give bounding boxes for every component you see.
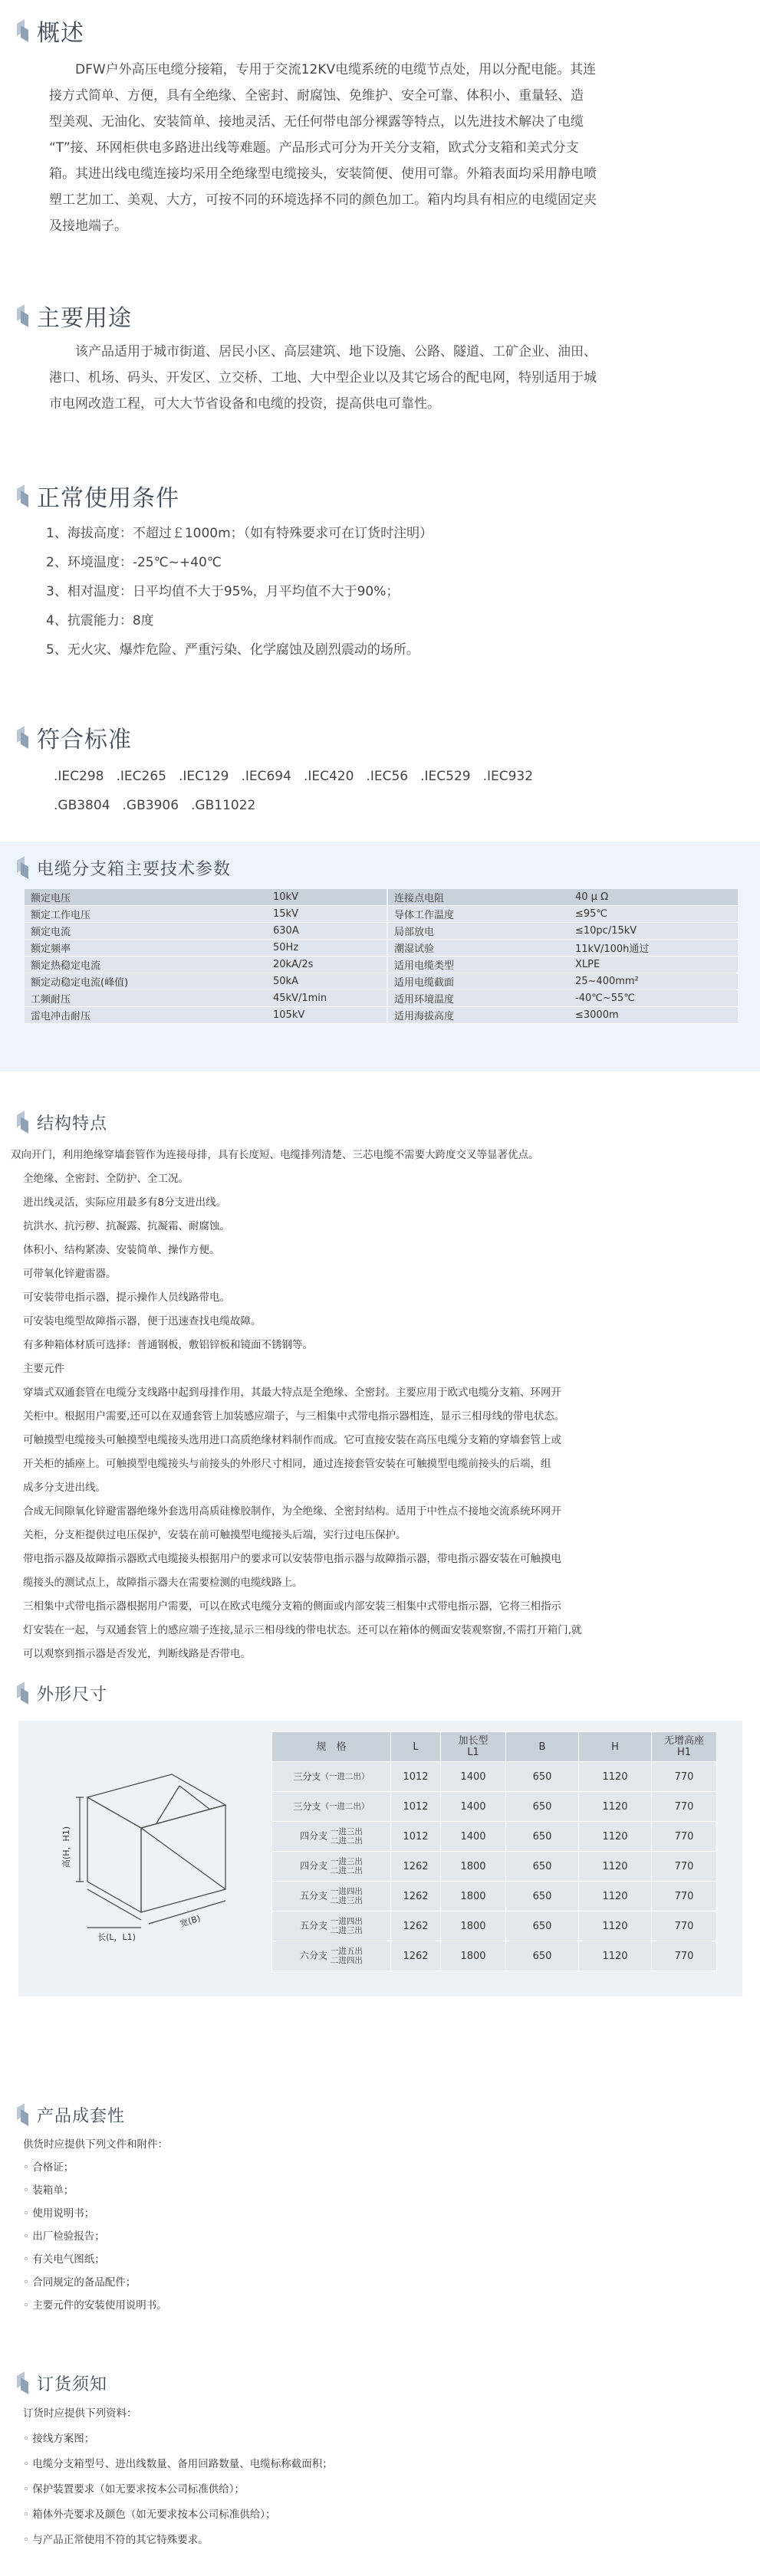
table-row: 四分支 一进三出 二进二出 1012 1400 650 1120 770 (272, 1822, 717, 1852)
table-row: 工频耐压 45kV/1min 适用环境温度 -40℃~55℃ (25, 990, 738, 1007)
condition-item: 4、抗震能力：8度 (46, 613, 154, 628)
list-item: ◦ 装箱单； (23, 2179, 752, 2202)
usage-section (0, 291, 760, 460)
standard-item: .IEC298 (54, 769, 104, 784)
standard-item: .IEC129 (178, 769, 229, 784)
ordering-list: 订货时应提供下列资料： ◦ 接线方案图； ◦ 电缆分支箱型号、进出线数量、备用回路数量、电缆标称截面积； ◦ 保护装置要求（如无要求按本公司标准供给）； ◦ 箱体外壳要求及颜色（如无要求按本公司标准供给）； ◦ 与产品正常使用不符的其它特殊要求。 (23, 2401, 752, 2553)
conditions-list (46, 519, 721, 665)
tech-table (25, 889, 738, 1024)
section-marker-icon (17, 727, 29, 748)
standards-header (17, 722, 132, 753)
dimensions-title: 外形尺寸 (37, 1685, 108, 1705)
list-item: ◦ 合格证； (23, 2156, 752, 2179)
length-label: 长(L，L1) (97, 1932, 136, 1942)
table-header-row: 规 格 L 加长型 L1 B H 无增高座 H1 (272, 1732, 717, 1762)
table-row: 六分支 一进五出 二进四出 1262 1800 650 1120 770 (272, 1941, 717, 1971)
completeness-header (17, 2099, 125, 2130)
ordering-header (17, 2368, 107, 2398)
completeness-list: 供货时应提供下列文件和附件： ◦ 合格证； ◦ 装箱单； ◦ 使用说明书； ◦ 出厂检验报告； ◦ 有关电气图纸； ◦ 合同规定的备品配件； ◦ 主要元件的安装使用说明书。 (23, 2133, 752, 2317)
conditions-header (17, 481, 179, 511)
table-row: 额定热稳定电流 20kA/2s 适用电缆类型 XLPE (25, 957, 738, 973)
standard-item: .GB11022 (191, 798, 256, 813)
condition-item: 3、相对温度：日平均值不大于95%，月平均值不大于90%； (46, 584, 400, 599)
standards-list (54, 762, 591, 820)
section-marker-icon (17, 857, 29, 878)
overview-section (0, 0, 760, 253)
standard-item: .GB3906 (122, 798, 179, 813)
table-row: 三分支（一进二出） 1012 1400 650 1120 770 (272, 1792, 717, 1822)
list-item: ◦ 电缆分支箱型号、进出线数量、备用回路数量、电缆标称截面积； (23, 2452, 752, 2477)
section-marker-icon (17, 2104, 29, 2125)
structure-header (17, 1107, 107, 1137)
table-row: 额定工作电压 15kV 导体工作温度 ≤95℃ (25, 906, 738, 923)
list-item: ◦ 主要元件的安装使用说明书。 (23, 2294, 752, 2317)
ordering-section (0, 2364, 760, 2576)
usage-header (17, 300, 132, 331)
list-item: ◦ 有关电气图纸； (23, 2248, 752, 2271)
section-marker-icon (17, 2372, 29, 2394)
usage-text: 该产品适用于城市街道、居民小区、高层建筑、地下设施、公路、隧道、工矿企业、油田、 港口、机场、码头、开发区、立交桥、工地、大中型企业以及其它场合的配电网，特别适用于城 市电网改造工程，可大大节省设备和电缆的投资，提高供电可靠性。 (49, 344, 597, 412)
standard-item: .IEC56 (366, 769, 409, 784)
dimensions-table (271, 1731, 717, 1971)
dimensions-section (0, 1667, 760, 2012)
list-item: ◦ 箱体外壳要求及颜色（如无要求按本公司标准供给）； (23, 2502, 752, 2528)
standards-section (0, 713, 760, 843)
list-item: ◦ 合同规定的备品配件； (23, 2271, 752, 2294)
condition-item: 5、无火灾、爆炸危险、严重污染、化学腐蚀及剧烈震动的场所。 (46, 642, 419, 658)
completeness-section (0, 2096, 760, 2326)
table-row: 额定频率 50Hz 潮湿试验 11kV/100h通过 (25, 940, 738, 957)
standard-item: .IEC265 (116, 769, 166, 784)
overview-header (17, 15, 84, 46)
conditions-title: 正常使用条件 (37, 485, 179, 512)
section-marker-icon (17, 20, 29, 41)
standard-item: .IEC420 (303, 769, 354, 784)
section-marker-icon (17, 1111, 29, 1133)
section-marker-icon (17, 305, 29, 327)
list-item: ◦ 使用说明书； (23, 2202, 752, 2225)
table-row: 四分支 一进三出 二进二出 1262 1800 650 1120 770 (272, 1852, 717, 1882)
completeness-title: 产品成套性 (37, 2106, 126, 2126)
structure-title: 结构特点 (37, 1114, 108, 1134)
dimensions-header (17, 1678, 107, 1708)
width-label: 宽(B) (179, 1913, 202, 1929)
table-row: 雷电冲击耐压 105kV 适用海拔高度 ≤3000m (25, 1007, 738, 1024)
dimensions-panel (18, 1721, 742, 1997)
section-marker-icon (17, 485, 29, 507)
cabinet-outline-diagram (34, 1751, 264, 1981)
list-item: ◦ 接线方案图； (23, 2427, 752, 2452)
standard-item: .IEC529 (420, 769, 471, 784)
standard-item: .IEC932 (482, 769, 534, 784)
section-marker-icon (17, 1682, 29, 1704)
table-row: 额定动稳定电流(峰值) 50kA 适用电缆截面 25~400mm² (25, 973, 738, 990)
tech-section (0, 842, 760, 1071)
table-row: 额定电流 630A 局部放电 ≤10pc/15kV (25, 923, 738, 940)
condition-item: 2、环境温度：-25℃~+40℃ (46, 555, 222, 570)
structure-list: 双向开门，利用绝缘穿墙套管作为连接母排，具有长度短、电缆排列清楚、三芯电缆不需要大跨度交叉等显著优点。 全绝缘、全密封、全防护、全工况。 进出线灵活，实际应用最多有8分支进出线。 抗洪水、抗污秽、抗凝露、抗凝霜、耐腐蚀。 体积小、结构紧凑、安装简单、操作方便。 可带氧化锌避雷器。 可安装带电指示器，提示操作人员线路带电。 可安装电缆型故障指示器，便于迅速查找电缆故障。 有多种箱体材质可选择：普通钢板，敷铝锌板和镜面不锈钢等。 主要元件 穿墙式双通套管在电缆分支线路中起到母排作用，其最大特点是全绝缘、全密封。主要应用于欧式电缆分支箱、环网开 关柜中。根据用户需要,还可以在双通套管上加装感应端子，与三相集中式带电指示器相连，显示三相母线的带电状态。 可触摸型电缆接头可触摸型电缆接头选用进口高质绝缘材料制作而成。它可直接安装在高压电缆分支箱的穿墙套管上或 开关柜的插座上。可触摸型电缆接头与前接头的外形尺寸相同，通过连接套管安装在可触摸型电缆前接头的后端，组 成多分支进出线。 合成无间隙氧化锌避雷器绝缘外套选用高质硅橡胶制作，为全绝缘、全密封结构。适用于中性点不接地交流系统环网开 关柜，分支柜提供过电压保护，安装在前可触摸型电缆接头后端，实行过电压保护。 带电指示器及故障指示器欧式电缆接头根据用户的要求可以安装带电指示器与故障指示器，带电指示器安装在可触摸电 缆接头的测试点上，故障指示器夫在需要检测的电缆线路上。 三相集中式带电指示器根据用户需要，可以在欧式电缆分支箱的侧面或内部安装三相集中式带电指示器，它将三相指示 灯安装在一起，与双通套管上的感应端子连接,显示三相母线的带电状态。还可以在箱体的侧面安装观察窗,不需打开箱门,就 可以观察到指示器是否发光，判断线路是否带电。 (11, 1149, 582, 1660)
height-label: 高(H，H1) (61, 1826, 71, 1869)
table-row: 额定电压 10kV 连接点电阻 40 μ Ω (25, 889, 738, 906)
standards-title: 符合标准 (37, 727, 132, 753)
standard-item: .GB3804 (54, 798, 110, 813)
table-row: 五分支 一进四出 二进三出 1262 1800 650 1120 770 (272, 1911, 717, 1941)
list-item: ◦ 与产品正常使用不符的其它特殊要求。 (23, 2528, 752, 2553)
tech-title: 电缆分支箱主要技术参数 (37, 859, 232, 879)
structure-section (0, 1104, 760, 1686)
standard-item: .IEC694 (241, 769, 291, 784)
list-item: ◦ 保护装置要求（如无要求按本公司标准供给）； (23, 2477, 752, 2502)
usage-title: 主要用途 (37, 305, 132, 332)
ordering-title: 订货须知 (37, 2374, 108, 2394)
conditions-section (0, 471, 760, 674)
table-row: 五分支 一进四出 二进三出 1262 1800 650 1120 770 (272, 1882, 717, 1911)
condition-item: 1、海拔高度：不超过￡1000m；（如有特殊要求可在订货时注明） (46, 526, 433, 541)
tech-header (17, 852, 231, 883)
overview-title: 概述 (37, 20, 84, 47)
overview-text: DFW户外高压电缆分接箱，专用于交流12KV电缆系统的电缆节点处，用以分配电能。其连 接方式简单、方便，具有全绝缘、全密封、耐腐蚀、免维护、安全可靠、体积小、重量轻、造 型美观、无油化、安装简单、接地灵活、无任何带电部分裸露等特点，以先进技术解决了电缆 “T”接、环网柜供电多路进出线等难题。产品形式可分为开关分支箱，欧式分支箱和美式分支 箱。其进出线电缆连接均采用全绝缘型电缆接头，安装简便、使用可靠。外箱表面均采用静电喷 塑工艺加工、美观、大方，可按不同的环境选择不同的颜色加工。箱内均具有相应的电缆固定夹 及接地端子。 (49, 62, 597, 234)
list-item: ◦ 出厂检验报告； (23, 2225, 752, 2248)
table-row: 三分支（一进二出） 1012 1400 650 1120 770 (272, 1762, 717, 1792)
